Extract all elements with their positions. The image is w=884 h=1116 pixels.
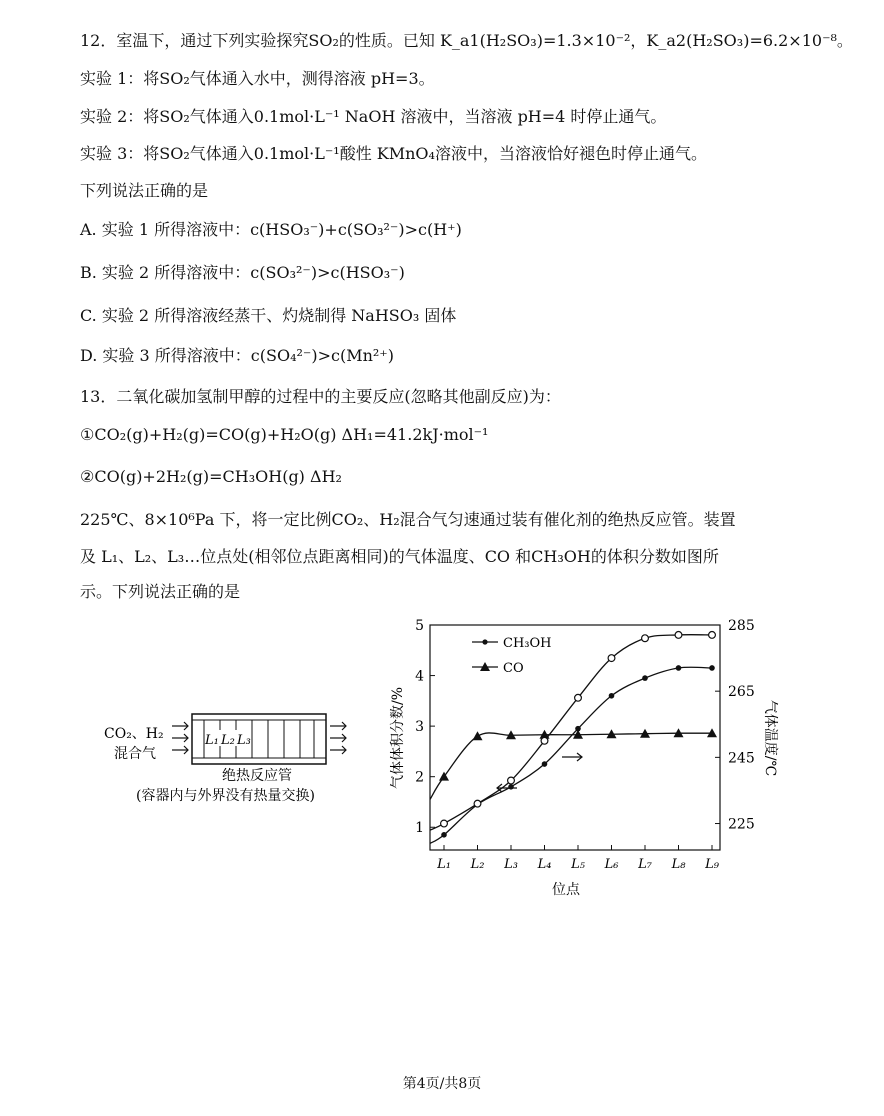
- q13-condition-2: 及 L₁、L₂、L₃…位点处(相邻位点距离相同)的气体温度、CO 和CH₃OH的体积分数如图所: [80, 547, 719, 566]
- series-line-0: [430, 667, 712, 843]
- temperature-point-6: [608, 655, 615, 662]
- co-point-1: [439, 772, 449, 781]
- tube-title: 绝热反应管: [222, 768, 292, 784]
- gas-label: CO₂、H₂: [104, 726, 164, 742]
- legend-ch3oh-marker: [482, 639, 487, 644]
- figure: [0, 610, 884, 900]
- q13-condition-1: 225℃、8×10⁶Pa 下，将一定比例CO₂、H₂混合气匀速通过装有催化剂的绝热反应管。装置: [80, 510, 736, 529]
- position-label-l1: L₁: [205, 733, 219, 748]
- gas-label-2: 混合气: [114, 746, 156, 762]
- temperature-point-2: [474, 800, 481, 807]
- legend-ch3oh: CH₃OH: [503, 636, 552, 651]
- co-point-2: [473, 731, 483, 740]
- y-axis-right-title: 气体温度/℃: [762, 699, 778, 777]
- q12-option-a: A. 实验 1 所得溶液中：c(HSO₃⁻)+c(SO₃²⁻)>c(H⁺): [80, 220, 462, 239]
- y-left-tick-label: 4: [415, 668, 424, 685]
- x-tick-label: L₂: [470, 857, 485, 872]
- y-right-tick-label: 265: [728, 684, 755, 701]
- chart: [389, 618, 779, 898]
- q12-option-c: C. 实验 2 所得溶液经蒸干、灼烧制得 NaHSO₃ 固体: [80, 306, 457, 325]
- inlet-arrows: [172, 722, 188, 754]
- ch3oh-point-1: [441, 832, 447, 838]
- y-right-tick-label: 225: [728, 816, 755, 833]
- q12-stem: 12．室温下，通过下列实验探究SO₂的性质。已知 K_a1(H₂SO₃)=1.3×10⁻²，K_a2(H₂SO₃)=6.2×10⁻⁸。: [80, 31, 853, 50]
- ch3oh-point-4: [542, 761, 548, 767]
- legend-co: CO: [503, 661, 524, 676]
- x-tick-label: L₄: [537, 857, 552, 872]
- ch3oh-point-7: [642, 675, 648, 681]
- y-left-tick-label: 5: [415, 618, 424, 634]
- legend: [472, 636, 552, 676]
- x-tick-label: L₃: [504, 857, 518, 872]
- q12-option-b: B. 实验 2 所得溶液中：c(SO₃²⁻)>c(HSO₃⁻): [80, 263, 405, 282]
- temperature-point-7: [642, 635, 649, 642]
- ch3oh-point-9: [709, 665, 715, 671]
- q13-reaction-2: ②CO(g)+2H₂(g)=CH₃OH(g) ΔH₂: [80, 467, 342, 486]
- page-footer: 第4页/共8页: [402, 1076, 482, 1092]
- series-line-1: [430, 733, 712, 799]
- outlet-arrows: [330, 722, 346, 754]
- q12-exp1: 实验 1：将SO₂气体通入水中，测得溶液 pH=3。: [80, 69, 435, 88]
- y-left-tick-label: 3: [415, 719, 424, 736]
- x-tick-label: L₈: [671, 857, 686, 872]
- q12-exp2: 实验 2：将SO₂气体通入0.1mol·L⁻¹ NaOH 溶液中，当溶液 pH=4 时停止通气。: [80, 107, 667, 126]
- tube-note: (容器内与外界没有热量交换): [136, 788, 315, 804]
- q13-condition-3: 示。下列说法正确的是: [80, 582, 241, 601]
- x-tick-label: L₁: [437, 857, 451, 872]
- temperature-point-4: [541, 737, 548, 744]
- x-tick-label: L₆: [604, 857, 619, 872]
- reactor-diagram: [104, 714, 346, 804]
- q12-exp3: 实验 3：将SO₂气体通入0.1mol·L⁻¹酸性 KMnO₄溶液中，当溶液恰好褪色时停止通气。: [80, 144, 707, 163]
- y-left-tick-label: 2: [415, 769, 424, 786]
- x-tick-label: L₇: [638, 857, 652, 872]
- series-line-2: [430, 635, 712, 830]
- position-label-l2: L₂: [221, 733, 235, 748]
- q12-prompt: 下列说法正确的是: [80, 181, 209, 200]
- temperature-point-5: [575, 694, 582, 701]
- x-tick-label: L₅: [571, 857, 585, 872]
- x-tick-label: L₉: [705, 857, 719, 872]
- ch3oh-point-3: [508, 784, 514, 790]
- x-axis-title: 位点: [552, 882, 580, 898]
- y-right-tick-label: 285: [728, 618, 755, 634]
- ch3oh-point-6: [609, 693, 615, 699]
- q12-option-d: D. 实验 3 所得溶液中：c(SO₄²⁻)>c(Mn²⁺): [80, 346, 394, 365]
- temperature-point-3: [508, 777, 515, 784]
- y-left-tick-label: 1: [415, 820, 424, 837]
- q13-stem: 13．二氧化碳加氢制甲醇的过程中的主要反应(忽略其他副反应)为：: [80, 387, 561, 406]
- temperature-point-9: [709, 632, 716, 639]
- ch3oh-point-8: [676, 665, 682, 671]
- y-right-tick-label: 245: [728, 750, 755, 767]
- position-label-l3: L₃: [237, 733, 251, 748]
- temperature-point-8: [675, 632, 682, 639]
- y-axis-left-title: 气体体积分数/%: [390, 686, 406, 790]
- q13-reaction-1: ①CO₂(g)+H₂(g)=CO(g)+H₂O(g) ΔH₁=41.2kJ·mol⁻¹: [80, 425, 489, 444]
- temperature-point-1: [441, 820, 448, 827]
